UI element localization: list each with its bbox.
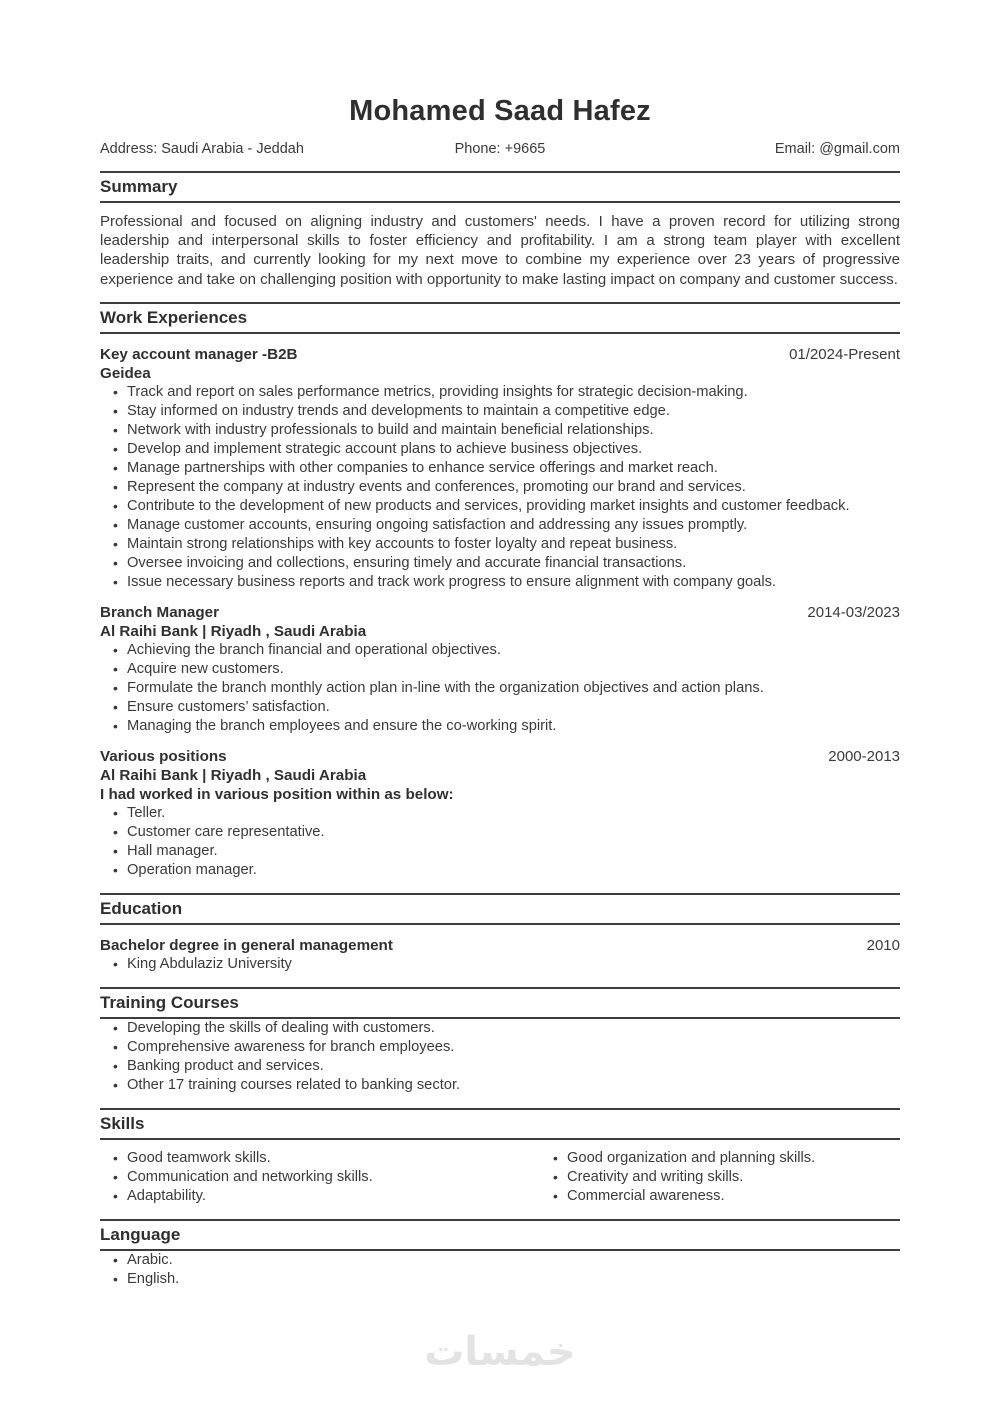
bullet-item: • Developing the skills of dealing with customers. (100, 1019, 900, 1038)
contact-row (100, 140, 900, 158)
bullet-item: • Comprehensive awareness for branch employees. (100, 1038, 900, 1057)
bullet-item: • Customer care representative. (100, 823, 900, 842)
bullet-item: • Stay informed on industry trends and developments to maintain a competitive edge. (100, 402, 900, 421)
summary-paragraph: Professional and focused on aligning industry and customers' needs. I have a proven record for utilizing strong leadership and interpersonal skills to foster efficiency and profitability. I am a strong team player with excellent leadership traits, and currently looking for my next move to combine my experience over 23 years of progressive experience and take on challenging position with opportunity to make lasting impact on company and customer success. (100, 213, 900, 288)
bullet-item: • Network with industry professionals to build and maintain beneficial relationships. (100, 421, 900, 440)
section-summary (100, 171, 900, 289)
job-date: 01/2024-Present (789, 345, 900, 363)
bullet-item: • Issue necessary business reports and track work progress to ensure alignment with company goals. (100, 573, 900, 592)
work-entry (100, 747, 900, 880)
job-date: 2014-03/2023 (807, 603, 900, 621)
job-bullets (100, 641, 900, 736)
bullet-item: • Achieving the branch financial and operational objectives. (100, 641, 900, 660)
education-entry-head (100, 936, 900, 955)
bullet-item: • Manage customer accounts, ensuring ongoing satisfaction and addressing any issues promptly. (100, 516, 900, 535)
section-skills (100, 1108, 900, 1206)
job-bullets (100, 804, 900, 880)
bullet-item: • Arabic. (100, 1251, 900, 1270)
job-bullets (100, 383, 900, 592)
bullet-item: • Hall manager. (100, 842, 900, 861)
skills-columns (100, 1149, 900, 1206)
bullet-item: • Develop and implement strategic account plans to achieve business objectives. (100, 440, 900, 459)
bullet-item: • Acquire new customers. (100, 660, 900, 679)
section-training-courses (100, 987, 900, 1095)
education-entry (100, 936, 900, 974)
bullet-item: • Managing the branch employees and ensure the co-working spirit. (100, 717, 900, 736)
bullet-item: • Banking product and services. (100, 1057, 900, 1076)
work-entry (100, 345, 900, 592)
section-title-training: Training Courses (100, 987, 900, 1019)
job-title: Branch Manager (100, 603, 220, 621)
language-bullets (100, 1251, 900, 1289)
job-date: 2000-2013 (828, 747, 900, 765)
section-title-language: Language (100, 1219, 900, 1251)
bullet-item: • Represent the company at industry events and conferences, promoting our brand and services. (100, 478, 900, 497)
work-entry (100, 603, 900, 736)
bullet-item: • Contribute to the development of new products and services, providing market insights and customer feedback. (100, 497, 900, 516)
job-company: Al Raihi Bank | Riyadh , Saudi Arabia (100, 766, 367, 784)
bullet-item: • Teller. (100, 804, 900, 823)
contact-address: Address: Saudi Arabia - Jeddah (100, 141, 304, 157)
bullet-item: • Good organization and planning skills. (540, 1149, 900, 1168)
job-note: I had worked in various position within as below: (100, 785, 454, 803)
bullet-item: • Good teamwork skills. (100, 1149, 540, 1168)
job-title: Key account manager -B2B (100, 345, 298, 363)
section-language (100, 1219, 900, 1289)
bullet-item: • Creativity and writing skills. (540, 1168, 900, 1187)
work-entry-head (100, 603, 900, 622)
job-company: Al Raihi Bank | Riyadh , Saudi Arabia (100, 622, 367, 640)
education-bullets (100, 955, 900, 974)
page-title: Mohamed Saad Hafez (349, 95, 651, 127)
bullet-item: • Formulate the branch monthly action plan in-line with the organization objectives and action plans. (100, 679, 900, 698)
section-title-education: Education (100, 893, 900, 925)
work-entry-head (100, 747, 900, 766)
work-entry-head (100, 345, 900, 364)
job-title: Various positions (100, 747, 227, 765)
bullet-item: • King Abdulaziz University (100, 955, 900, 974)
skills-right-column (540, 1149, 900, 1206)
bullet-item: • Manage partnerships with other companies to enhance service offerings and market reach. (100, 459, 900, 478)
bullet-item: • English. (100, 1270, 900, 1289)
bullet-item: • Commercial awareness. (540, 1187, 900, 1206)
bullet-item: • Operation manager. (100, 861, 900, 880)
training-bullets (100, 1019, 900, 1095)
contact-email: Email: @gmail.com (774, 141, 900, 157)
section-title-work: Work Experiences (100, 302, 900, 334)
bullet-item: • Adaptability. (100, 1187, 540, 1206)
section-work-experiences (100, 302, 900, 880)
bullet-item: • Track and report on sales performance metrics, providing insights for strategic decision-making. (100, 383, 900, 402)
degree-date: 2010 (866, 936, 900, 954)
khamsat-watermark: خمسات (424, 1329, 576, 1375)
section-title-skills: Skills (100, 1108, 900, 1140)
bullet-item: • Communication and networking skills. (100, 1168, 540, 1187)
bullet-item: • Maintain strong relationships with key accounts to foster loyalty and repeat business. (100, 535, 900, 554)
bullet-item: • Ensure customers’ satisfaction. (100, 698, 900, 717)
job-company: Geidea (100, 364, 151, 382)
section-education (100, 893, 900, 974)
bullet-item: • Oversee invoicing and collections, ensuring timely and accurate financial transactions. (100, 554, 900, 573)
skills-left-column (100, 1149, 540, 1206)
degree-title: Bachelor degree in general management (100, 936, 393, 954)
contact-phone: Phone: +9665 (454, 141, 546, 157)
bullet-item: • Other 17 training courses related to banking sector. (100, 1076, 900, 1095)
section-title-summary: Summary (100, 171, 900, 203)
